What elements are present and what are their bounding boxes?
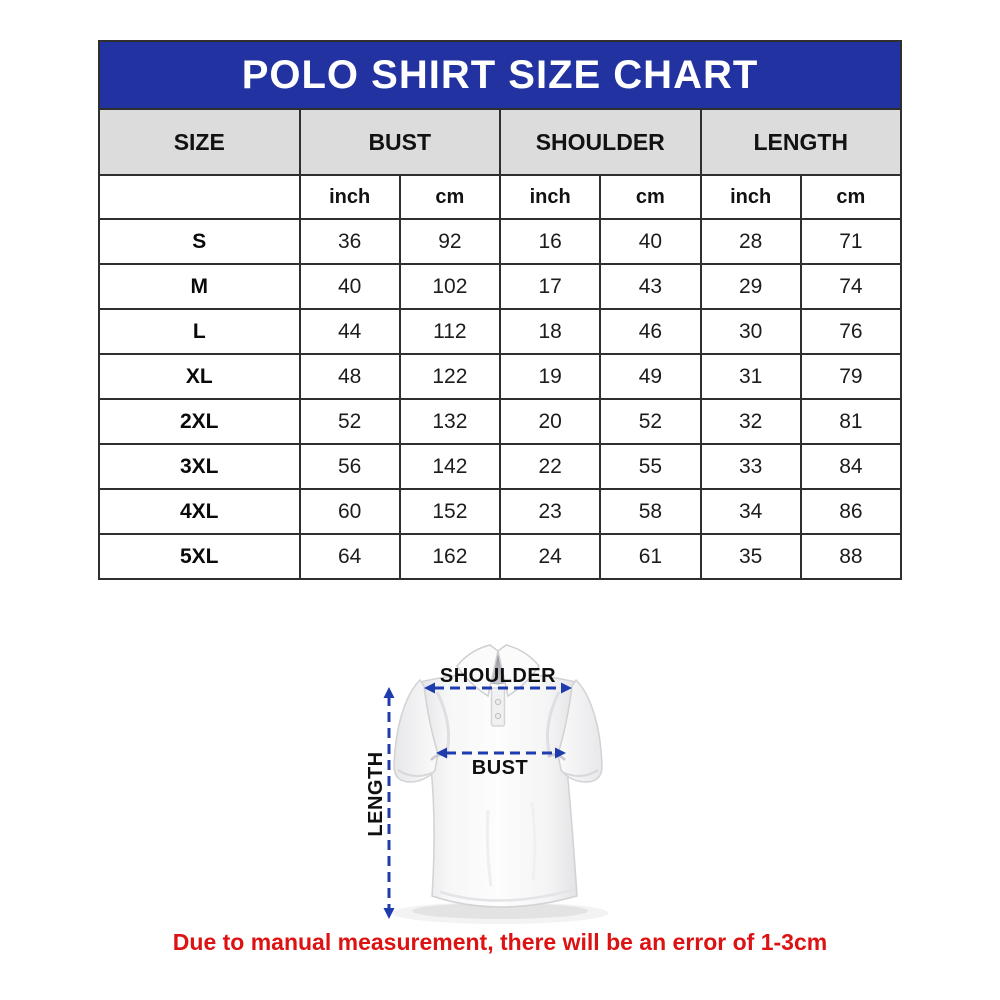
size-label: 5XL xyxy=(99,534,300,579)
unit-cell: cm xyxy=(801,175,901,219)
table-cell: 29 xyxy=(701,264,801,309)
table-cell: 142 xyxy=(400,444,500,489)
table-cell: 92 xyxy=(400,219,500,264)
table-row xyxy=(99,444,901,489)
table-cell: 64 xyxy=(300,534,400,579)
table-cell: 46 xyxy=(600,309,700,354)
table-cell: 28 xyxy=(701,219,801,264)
title-row xyxy=(99,41,901,109)
table-cell: 112 xyxy=(400,309,500,354)
table-cell: 36 xyxy=(300,219,400,264)
table-cell: 74 xyxy=(801,264,901,309)
table-cell: 88 xyxy=(801,534,901,579)
size-label: XL xyxy=(99,354,300,399)
column-header-shoulder: SHOULDER xyxy=(500,109,701,175)
size-label: 2XL xyxy=(99,399,300,444)
table-cell: 17 xyxy=(500,264,600,309)
column-header-length: LENGTH xyxy=(701,109,902,175)
unit-cell: inch xyxy=(300,175,400,219)
unit-cell: inch xyxy=(701,175,801,219)
table-cell: 49 xyxy=(600,354,700,399)
table-cell: 86 xyxy=(801,489,901,534)
table-cell: 35 xyxy=(701,534,801,579)
table-cell: 16 xyxy=(500,219,600,264)
length-label: LENGTH xyxy=(365,751,387,837)
table-row xyxy=(99,534,901,579)
table-cell: 122 xyxy=(400,354,500,399)
table-cell: 58 xyxy=(600,489,700,534)
size-label: 3XL xyxy=(99,444,300,489)
table-row xyxy=(99,399,901,444)
table-cell: 43 xyxy=(600,264,700,309)
column-header-row xyxy=(99,109,901,175)
page-title: POLO SHIRT SIZE CHART xyxy=(99,41,901,109)
table-cell: 18 xyxy=(500,309,600,354)
size-chart-container xyxy=(98,40,902,580)
table-cell: 40 xyxy=(600,219,700,264)
table-cell: 22 xyxy=(500,444,600,489)
table-cell: 32 xyxy=(701,399,801,444)
button xyxy=(495,699,500,704)
table-cell: 48 xyxy=(300,354,400,399)
table-cell: 31 xyxy=(701,354,801,399)
units-empty-cell xyxy=(99,175,300,219)
table-cell: 102 xyxy=(400,264,500,309)
size-label: 4XL xyxy=(99,489,300,534)
placket xyxy=(492,688,505,726)
table-cell: 33 xyxy=(701,444,801,489)
bust-label: BUST xyxy=(471,757,529,779)
table-cell: 24 xyxy=(500,534,600,579)
table-cell: 71 xyxy=(801,219,901,264)
units-row xyxy=(99,175,901,219)
table-cell: 30 xyxy=(701,309,801,354)
table-cell: 81 xyxy=(801,399,901,444)
disclaimer-text: Due to manual measurement, there will be an error of 1-3cm xyxy=(172,929,828,955)
table-cell: 34 xyxy=(701,489,801,534)
table-row xyxy=(99,264,901,309)
table-row xyxy=(99,489,901,534)
unit-cell: inch xyxy=(500,175,600,219)
size-label: L xyxy=(99,309,300,354)
table-row xyxy=(99,219,901,264)
column-header-size: SIZE xyxy=(99,109,300,175)
size-label: S xyxy=(99,219,300,264)
size-chart-table xyxy=(98,40,902,580)
table-cell: 132 xyxy=(400,399,500,444)
table-cell: 76 xyxy=(801,309,901,354)
table-cell: 19 xyxy=(500,354,600,399)
table-cell: 44 xyxy=(300,309,400,354)
table-cell: 52 xyxy=(300,399,400,444)
table-cell: 60 xyxy=(300,489,400,534)
arrowhead-up xyxy=(384,687,395,698)
table-cell: 55 xyxy=(600,444,700,489)
shoulder-label: SHOULDER xyxy=(439,665,557,687)
unit-cell: cm xyxy=(600,175,700,219)
table-cell: 40 xyxy=(300,264,400,309)
table-row xyxy=(99,309,901,354)
table-cell: 61 xyxy=(600,534,700,579)
table-cell: 162 xyxy=(400,534,500,579)
table-cell: 79 xyxy=(801,354,901,399)
table-cell: 20 xyxy=(500,399,600,444)
table-cell: 23 xyxy=(500,489,600,534)
table-cell: 52 xyxy=(600,399,700,444)
size-label: M xyxy=(99,264,300,309)
polo-shirt-diagram xyxy=(340,630,700,950)
table-cell: 84 xyxy=(801,444,901,489)
unit-cell: cm xyxy=(400,175,500,219)
table-cell: 56 xyxy=(300,444,400,489)
table-row xyxy=(99,354,901,399)
column-header-bust: BUST xyxy=(300,109,501,175)
button xyxy=(495,713,500,718)
table-cell: 152 xyxy=(400,489,500,534)
